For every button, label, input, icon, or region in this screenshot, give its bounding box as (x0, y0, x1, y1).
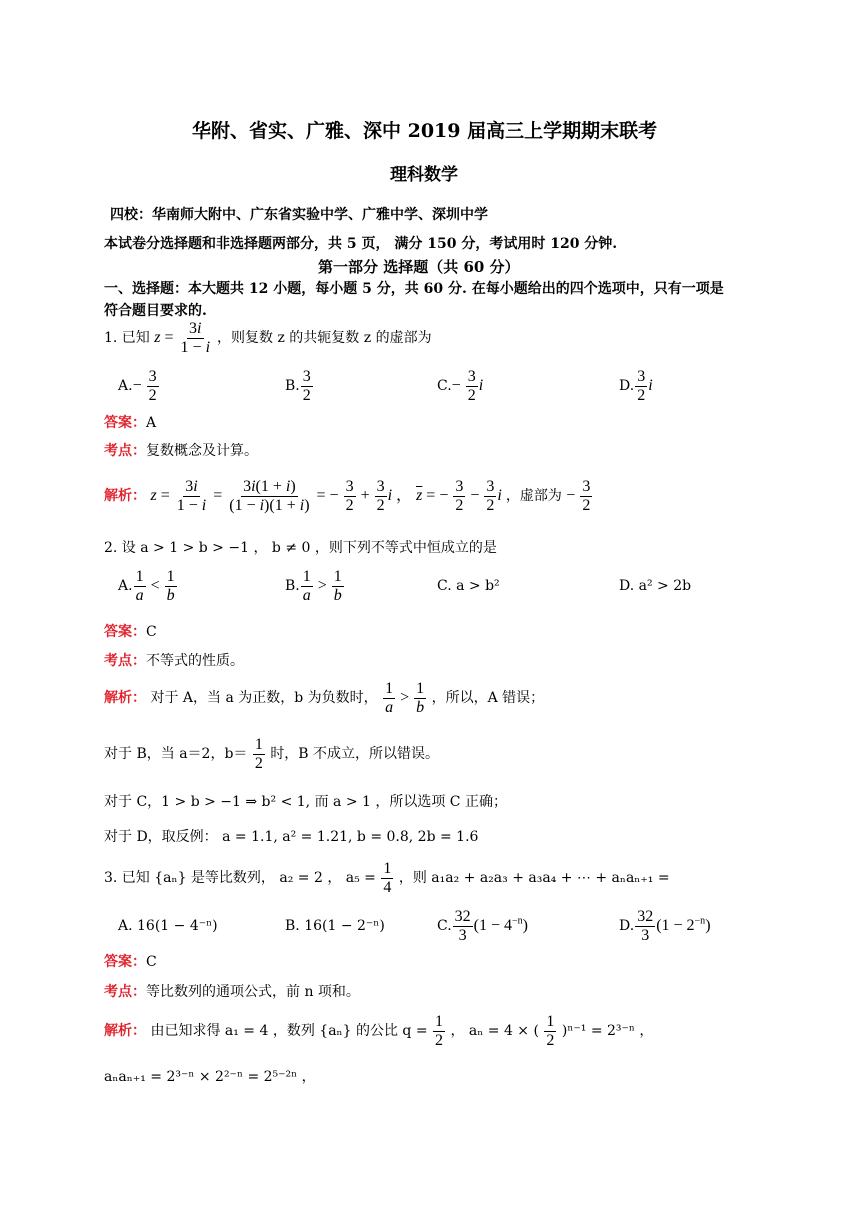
q2-topic: 考点：不等式的性质。 (104, 653, 244, 669)
q2-option-b: B. $\frac{1}{a}$ > $\frac{1}{b}$ (285, 568, 342, 604)
q1-prompt-pre: 1. 已知 (104, 329, 150, 346)
schools-line: 四校：华南师大附中、广东省实验中学、广雅中学、深圳中学 (110, 207, 488, 223)
q2-option-c: C. a > b² (437, 578, 500, 594)
q3-answer: 答案：C (104, 954, 157, 970)
page-title: 华附、省实、广雅、深中 2019 届高三上学期期末联考 (192, 120, 658, 142)
q1-analysis: 解析： z = $\frac{3i}{1 - i}$ = $\frac{3i(1 + i)}{(1 - i)(1 + i)}$ = − $\frac{3}{2}$ + $\frac{3}{2}$ i ， $\overline{z}$ = − $\frac{3}{2}$ − $\frac{3}{2}$ i ，虚部为 − $\frac{3}{2}$ (104, 478, 591, 514)
q1-option-b: B. $\frac{3}{2}$ (285, 368, 311, 404)
instructions-line-2: 符合题目要求的. (104, 303, 207, 319)
q1-option-d: D. $\frac{3}{2}$ i (619, 368, 653, 404)
q2-answer: 答案：C (104, 624, 157, 640)
q1-topic: 考点：复数概念及计算。 (104, 443, 258, 459)
q3-option-c: C. $\frac{32}{3}$ $(1 - 4^{-n})$ (437, 908, 528, 944)
q2-analysis-d: 对于 D，取反例： a = 1.1, a² = 1.21, b = 0.8, 2b = 1.6 (104, 829, 479, 845)
q3-option-a: A. 16(1 − 4⁻ⁿ) (118, 918, 218, 934)
q3-option-d: D. $\frac{32}{3}$ $(1 - 2^{-n})$ (619, 908, 711, 944)
subject-title: 理科数学 (390, 165, 458, 185)
q3-analysis: 解析： 由已知求得 a₁ = 4 ，数列 {aₙ} 的公比 q = $\frac{1}{2}$ ， aₙ = 4 × ( $\frac{1}{2}$ )ⁿ⁻¹ = 2³⁻ⁿ ， (104, 1013, 654, 1049)
exam-info: 本试卷分选择题和非选择题两部分，共 5 页， 满分 150 分，考试用时 120 分钟. (104, 236, 618, 252)
q1-option-c: C.− $\frac{3}{2}$ i (437, 368, 484, 404)
question-1: 1. 已知 z = $\frac{3i}{1 - i}$ ，则复数 z 的共轭复数 z 的虚部为 (104, 320, 432, 356)
q2-option-a: A. $\frac{1}{a}$ < $\frac{1}{b}$ (118, 568, 175, 604)
q2-option-d: D. a² > 2b (619, 578, 692, 594)
q3-analysis-2: aₙaₙ₊₁ = 2³⁻ⁿ × 2²⁻ⁿ = 2⁵⁻²ⁿ ， (104, 1069, 316, 1085)
q1-answer: 答案：A (104, 415, 157, 431)
q2-analysis-c: 对于 C，1 > b > −1 ⇒ b² < 1, 而 a > 1 ，所以选项 C 正确； (104, 794, 507, 810)
question-3: 3. 已知 {aₙ} 是等比数列， a₂ = 2 ， a₅ = $\frac{1}{4}$ ，则 a₁a₂ + a₂a₃ + a₃a₄ + ⋯ + aₙaₙ₊₁ = (104, 860, 670, 896)
q3-topic: 考点：等比数列的通项公式，前 n 项和。 (104, 984, 360, 1000)
q2-analysis-a: 解析： 对于 A，当 a 为正数，b 为负数时， $\frac{1}{a}$ > $\frac{1}{b}$ ，所以，A 错误； (104, 680, 545, 716)
q2-analysis-b: 对于 B，当 a＝2，b＝ $\frac{1}{2}$ 时，B 不成立，所以错误。 (104, 736, 440, 772)
q1-prompt-post: ，则复数 z 的共轭复数 z 的虚部为 (217, 329, 432, 346)
question-2: 2. 设 a > 1 > b > −1 ， b ≠ 0 ，则下列不等式中恒成立的是 (104, 540, 497, 556)
part-heading: 第一部分 选择题（共 60 分） (318, 258, 520, 276)
instructions-line-1: 一、选择题：本大题共 12 小题，每小题 5 分，共 60 分. 在每小题给出的四个选项中，只有一项是 (104, 281, 724, 297)
q3-option-b: B. 16(1 − 2⁻ⁿ) (285, 918, 385, 934)
q1-option-a: A.− $\frac{3}{2}$ (118, 368, 157, 404)
